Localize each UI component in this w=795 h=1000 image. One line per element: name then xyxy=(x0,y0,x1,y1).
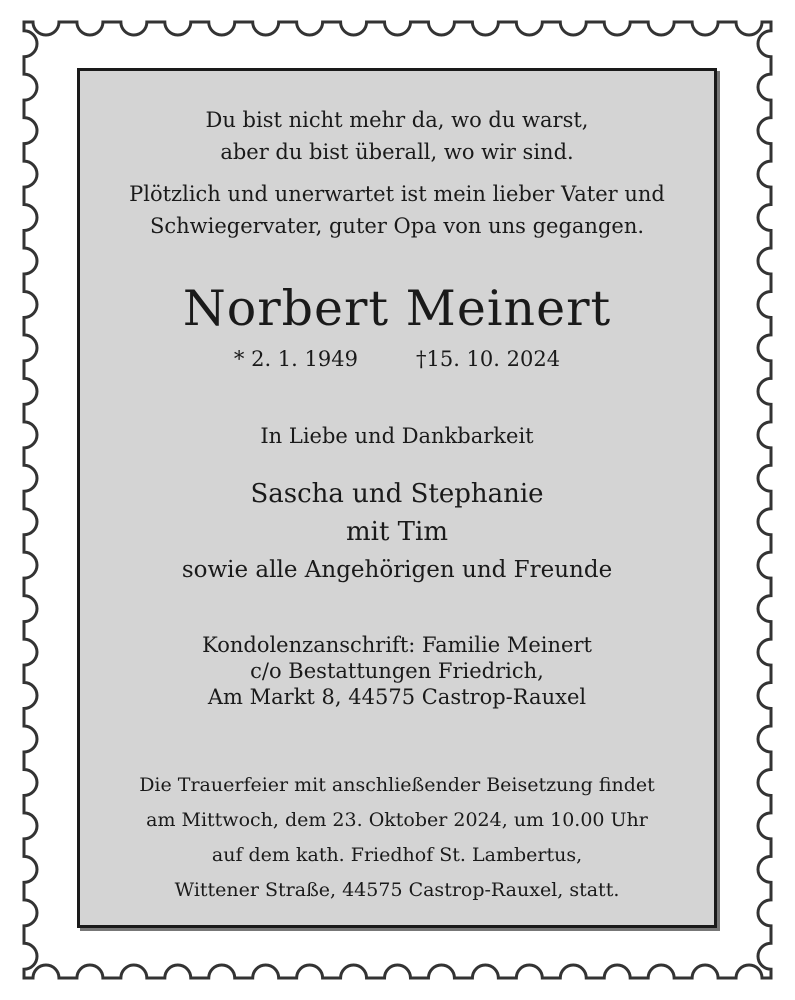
deceased-name: Norbert Meinert xyxy=(182,280,612,337)
death-date: †15. 10. 2024 xyxy=(415,347,561,371)
mourners xyxy=(80,475,714,589)
intro-text xyxy=(80,178,714,242)
notice-panel xyxy=(77,68,717,928)
address-line: Am Markt 8, 44575 Castrop-Rauxel xyxy=(207,685,587,709)
intro-line: Plötzlich und unerwartet ist mein lieber Vater und xyxy=(129,182,665,206)
funeral-info xyxy=(80,768,714,908)
birth-date: * 2. 1. 1949 xyxy=(233,347,358,371)
funeral-line: Wittener Straße, 44575 Castrop-Rauxel, statt. xyxy=(174,879,620,901)
thanks-line: In Liebe und Dankbarkeit xyxy=(260,424,534,448)
motto-line: aber du bist überall, wo wir sind. xyxy=(220,140,574,164)
motto-line: Du bist nicht mehr da, wo du warst, xyxy=(205,108,589,132)
motto-quote xyxy=(80,104,714,168)
address-line: c/o Bestattungen Friedrich, xyxy=(250,659,544,683)
condolence-address xyxy=(80,632,714,710)
funeral-line: Die Trauerfeier mit anschließender Beisetzung findet xyxy=(139,774,655,796)
mourner-line: Sascha und Stephanie xyxy=(250,479,544,509)
mourner-line: sowie alle Angehörigen und Freunde xyxy=(181,557,613,583)
funeral-line: auf dem kath. Friedhof St. Lambertus, xyxy=(211,844,583,866)
mourner-line: mit Tim xyxy=(346,517,448,547)
life-dates xyxy=(80,343,714,375)
funeral-line: am Mittwoch, dem 23. Oktober 2024, um 10.00 Uhr xyxy=(146,809,648,831)
address-line: Kondolenzanschrift: Familie Meinert xyxy=(202,633,592,657)
intro-line: Schwiegervater, guter Opa von uns gegangen. xyxy=(149,214,645,238)
